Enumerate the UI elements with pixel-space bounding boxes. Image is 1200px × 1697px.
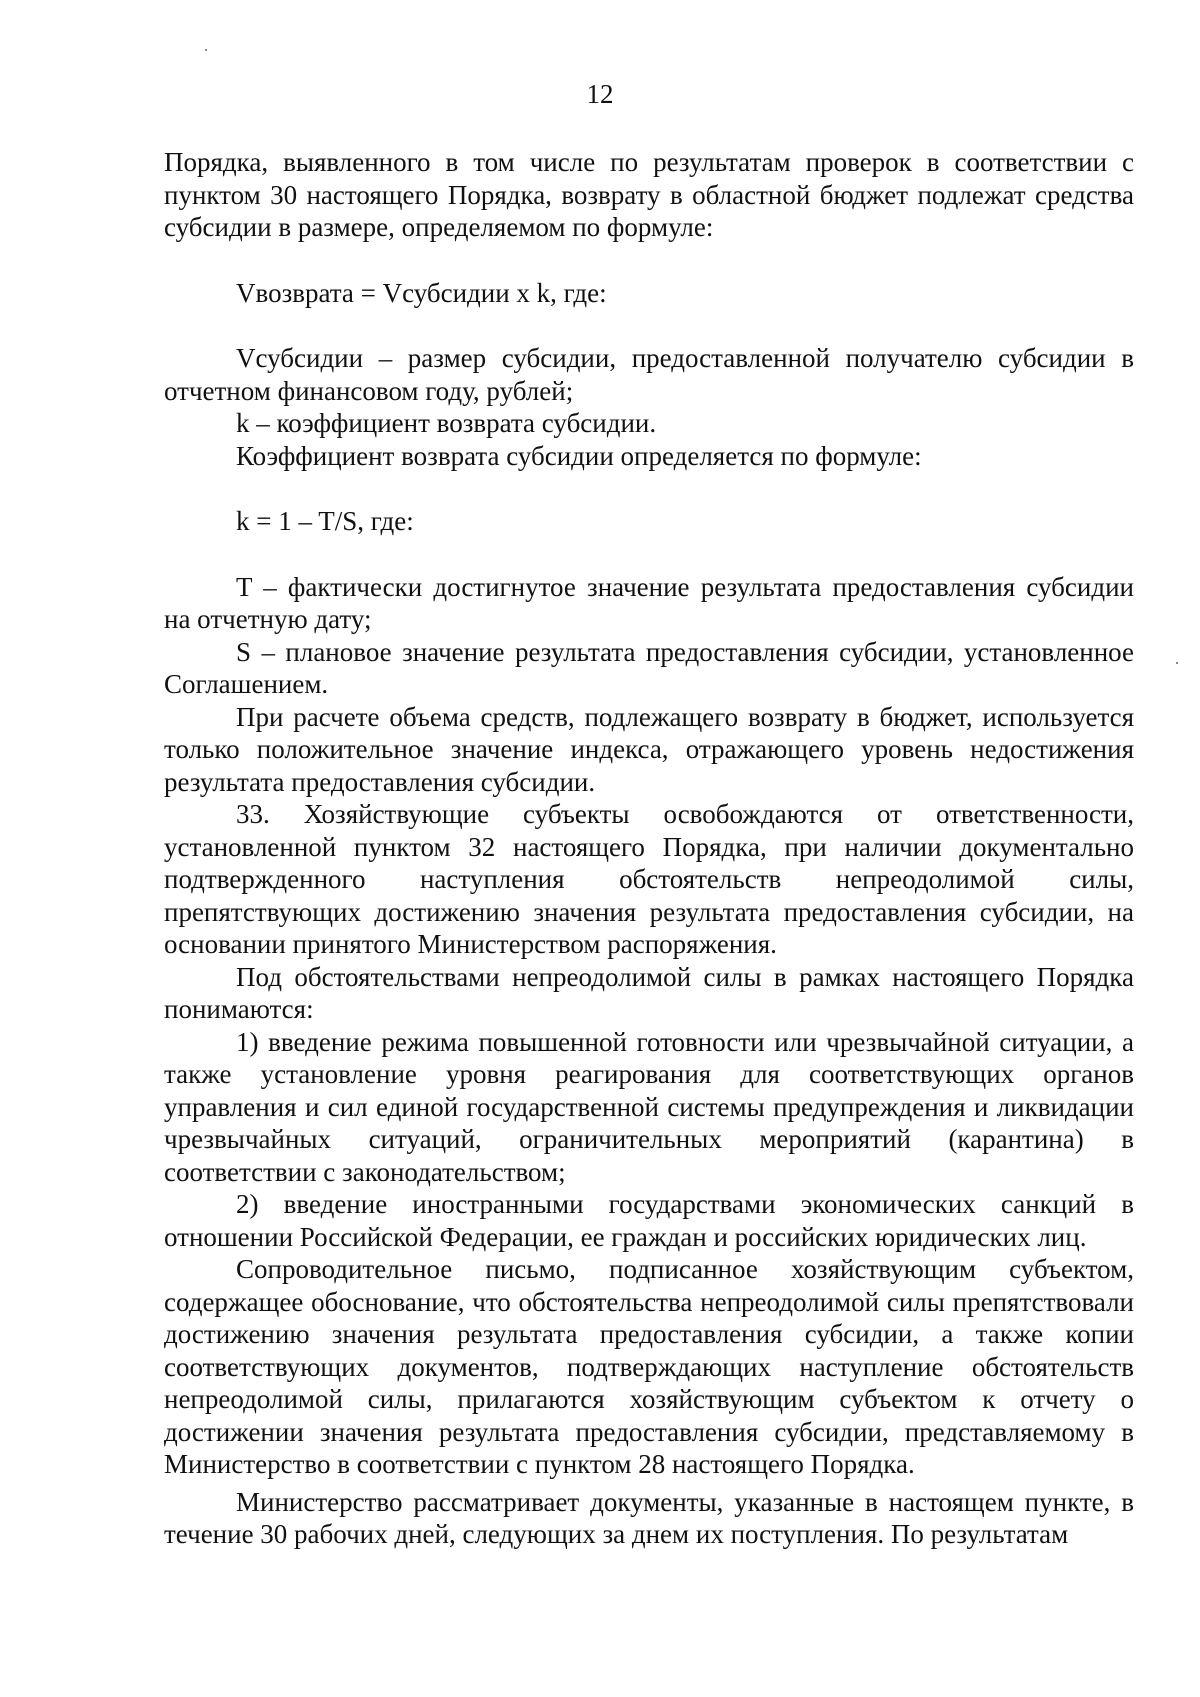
paragraph-positive-index: При расчете объема средств, подлежащего возврату в бюджет, используется только положительное значение индекса, отражающего уровень недостижения результата предоставления субсидии. xyxy=(164,701,1134,797)
scan-speck xyxy=(1176,662,1178,664)
scan-speck xyxy=(205,49,207,51)
paragraph-coefficient-intro: Коэффициент возврата субсидии определяется по формуле: xyxy=(236,440,922,471)
definition-k: k – коэффициент возврата субсидии. xyxy=(236,408,657,438)
formula-return-volume: Vвозврата = Vсубсидии x k, где: xyxy=(236,277,607,308)
formula-coefficient: k = 1 – T/S, где: xyxy=(236,506,414,536)
page-number: 12 xyxy=(586,79,614,109)
paragraph-return-intro: Порядка, выявленного в том числе по результатам проверок в соответствии с пунктом 30 настоящего Порядка, возврату в областной бюджет подлежат средства субсидии в размере, определяемом по формуле: xyxy=(164,147,1134,242)
paragraph-cover-letter: Сопроводительное письмо, подписанное хозяйствующим субъектом, содержащее обоснование, что обстоятельства непреодолимой силы препятствовали достижению значения результата предоставления субсидии, а также копии соответствующих документов, подтверждающих наступление обстоятельств непреодолимой силы, прилагаются хозяйствующим субъектом к отчету о достижении значения результата предоставления субсидии, представляемому в Министерство в соответствии с пунктом 28 настоящего Порядка. xyxy=(164,1254,1134,1479)
definition-t: T – фактически достигнутое значение результата предоставления субсидии на отчетную дату; xyxy=(164,571,1134,634)
definition-s: S – плановое значение результата предоставления субсидии, установленное Соглашением. xyxy=(164,636,1134,699)
paragraph-clause-33: 33. Хозяйствующие субъекты освобождаются от ответственности, установленной пунктом 32 настоящего Порядка, при наличии документально подтвержденного наступления обстоятельств непреодолимой силы, препятствующих достижению значения результата предоставления субсидии, на основании принятого Министерством распоряжения. xyxy=(164,799,1134,959)
list-item-2: 2) введение иностранными государствами экономических санкций в отношении Российской Федерации, ее граждан и российских юридических лиц. xyxy=(164,1189,1134,1252)
paragraph-force-majeure-intro: Под обстоятельствами непреодолимой силы в рамках настоящего Порядка понимаются: xyxy=(164,961,1134,1024)
definition-v-subsidy: Vсубсидии – размер субсидии, предоставленной получателю субсидии в отчетном финансовом году, рублей; xyxy=(164,343,1134,406)
paragraph-ministry-review: Министерство рассматривает документы, указанные в настоящем пункте, в течение 30 рабочих дней, следующих за днем их поступления. По результатам xyxy=(164,1486,1134,1549)
list-item-1: 1) введение режима повышенной готовности или чрезвычайной ситуации, а также установление уровня реагирования для соответствующих органов управления и сил единой государственной системы предупреждения и ликвидации чрезвычайных ситуаций, ограничительных мероприятий (карантина) в соответствии с законодательством; xyxy=(164,1026,1134,1187)
document-body xyxy=(164,146,1134,1551)
